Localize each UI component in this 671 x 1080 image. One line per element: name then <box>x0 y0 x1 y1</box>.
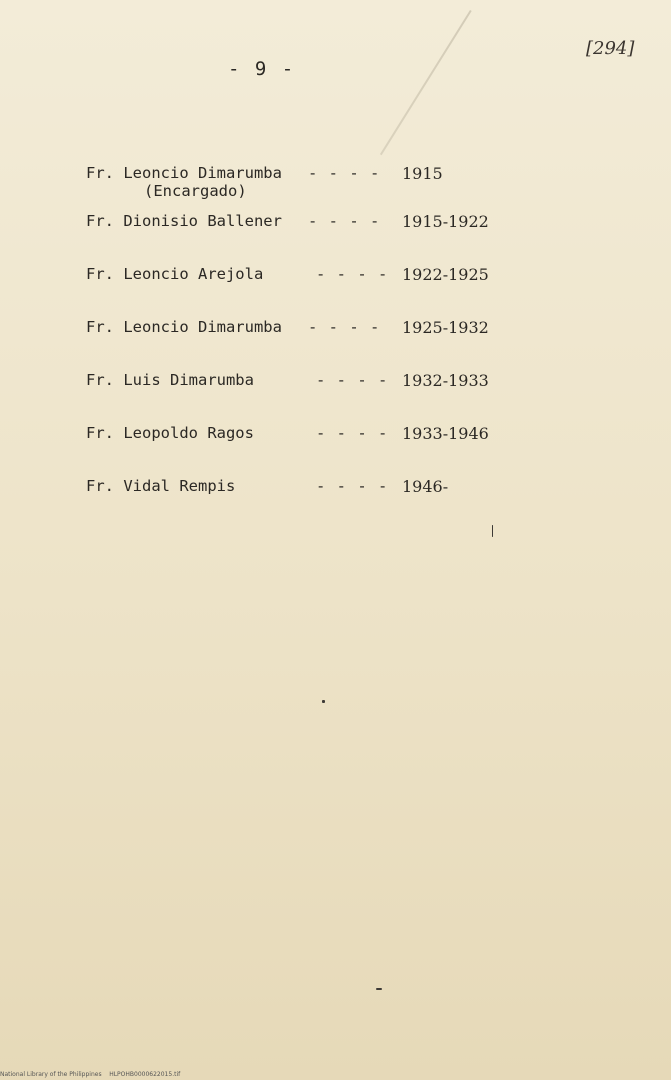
list-item <box>86 314 526 348</box>
priest-note: (Encargado) <box>144 182 247 200</box>
pencil-line-mark <box>380 10 472 155</box>
priest-name: Fr. Leoncio Arejola <box>86 265 264 283</box>
priest-name: Fr. Leopoldo Ragos <box>86 424 254 442</box>
list-item <box>86 208 526 242</box>
tenure-years: 1932-1933 <box>402 371 489 390</box>
tenure-years: 1915 <box>402 164 443 183</box>
priest-name: Fr. Luis Dimarumba <box>86 371 254 389</box>
priest-name: Fr. Vidal Rempis <box>86 477 236 495</box>
dashes: - - - - <box>308 318 381 336</box>
dashes: - - - - <box>316 371 389 389</box>
ink-speck <box>322 700 325 703</box>
tenure-years: 1925-1932 <box>402 318 489 337</box>
list-item <box>86 473 526 507</box>
dashes: - - - - <box>316 477 389 495</box>
archive-code: [294] <box>586 38 635 59</box>
list-item <box>86 367 526 401</box>
priest-list <box>86 160 526 526</box>
priest-name: Fr. Leoncio Dimarumba <box>86 164 282 182</box>
ink-speck <box>376 988 382 990</box>
tenure-years: 1933-1946 <box>402 424 489 443</box>
dashes: - - - - <box>316 424 389 442</box>
tenure-years: 1946- <box>402 477 449 496</box>
priest-name: Fr. Leoncio Dimarumba <box>86 318 282 336</box>
list-item <box>86 160 526 200</box>
priest-name: Fr. Dionisio Ballener <box>86 212 282 230</box>
dashes: - - - - <box>308 164 381 182</box>
scan-footer: National Library of the Philippines HLPOHB0000622015.tif <box>0 1071 181 1078</box>
ink-speck <box>492 525 493 537</box>
tenure-years: 1922-1925 <box>402 265 489 284</box>
list-item <box>86 420 526 454</box>
page-number: - 9 - <box>228 58 296 80</box>
list-item <box>86 261 526 295</box>
tenure-years: 1915-1922 <box>402 212 489 231</box>
dashes: - - - - <box>308 212 381 230</box>
dashes: - - - - <box>316 265 389 283</box>
